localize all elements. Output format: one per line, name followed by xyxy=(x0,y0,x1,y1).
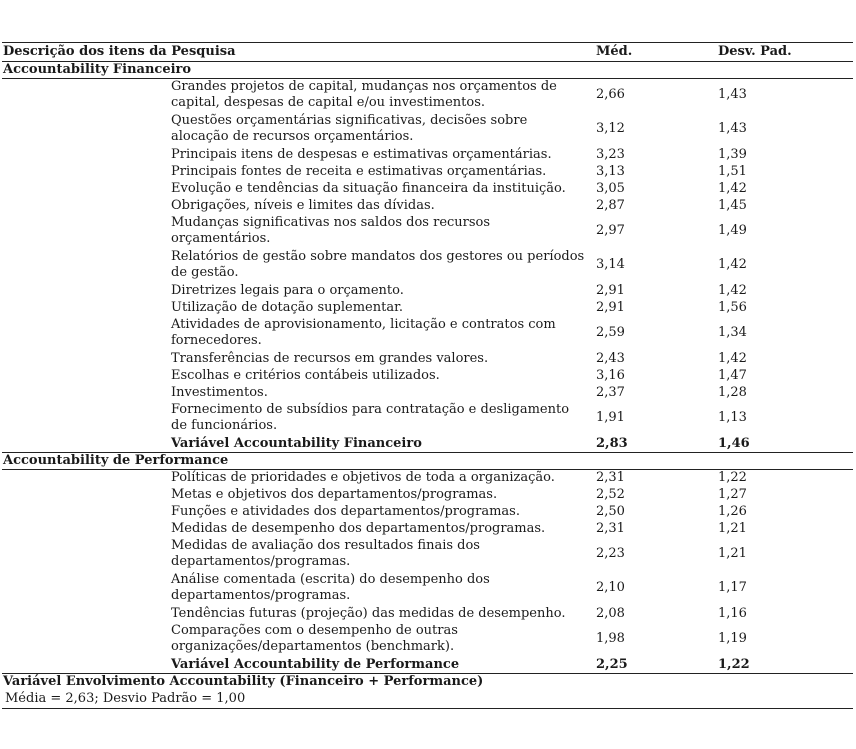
row-desc: Questões orçamentárias significativas, decisões sobre xyxy=(171,113,528,128)
row-mean: 2,31 xyxy=(596,470,625,485)
row-sd: 1,28 xyxy=(718,385,747,400)
row-desc-cont: orçamentários. xyxy=(171,231,271,246)
row-mean: 2,97 xyxy=(596,223,625,238)
row-sd: 1,45 xyxy=(718,198,747,213)
row-sd: 1,22 xyxy=(718,470,747,485)
row-desc: Comparações com o desempenho de outras xyxy=(171,623,458,638)
row-sd: 1,17 xyxy=(718,580,747,595)
row-desc: Investimentos. xyxy=(171,385,268,400)
top-rule xyxy=(2,42,853,43)
row-sd: 1,34 xyxy=(718,325,747,340)
section-financeiro-total-label: Variável Accountability Financeiro xyxy=(171,436,422,451)
row-desc-cont: de gestão. xyxy=(171,265,239,280)
row-desc: Principais itens de despesas e estimativas orçamentárias. xyxy=(171,147,552,162)
row-mean: 2,59 xyxy=(596,325,625,340)
section-performance-total-label: Variável Accountability de Performance xyxy=(171,657,460,672)
row-mean: 3,13 xyxy=(596,164,625,179)
section-financeiro-title: Accountability Financeiro xyxy=(3,62,192,77)
row-mean: 2,52 xyxy=(596,487,625,502)
row-mean: 2,37 xyxy=(596,385,625,400)
row-mean: 2,66 xyxy=(596,87,625,102)
section-performance-total-sd: 1,22 xyxy=(718,657,750,672)
section-financeiro-total-mean: 2,83 xyxy=(596,436,628,451)
row-sd: 1,42 xyxy=(718,351,747,366)
row-mean: 3,14 xyxy=(596,257,625,272)
row-sd: 1,21 xyxy=(718,521,747,536)
row-mean: 3,23 xyxy=(596,147,625,162)
row-desc-cont: fornecedores. xyxy=(171,333,262,348)
row-sd: 1,42 xyxy=(718,257,747,272)
row-desc: Principais fontes de receita e estimativas orçamentárias. xyxy=(171,164,547,179)
row-desc: Metas e objetivos dos departamentos/programas. xyxy=(171,487,498,502)
row-desc: Transferências de recursos em grandes valores. xyxy=(171,351,489,366)
row-desc-cont: organizações/departamentos (benchmark). xyxy=(171,639,455,654)
row-sd: 1,21 xyxy=(718,546,747,561)
row-mean: 3,12 xyxy=(596,121,625,136)
row-sd: 1,42 xyxy=(718,283,747,298)
row-desc: Fornecimento de subsídios para contratação e desligamento xyxy=(171,402,570,417)
row-sd: 1,27 xyxy=(718,487,747,502)
row-desc: Relatórios de gestão sobre mandatos dos gestores ou períodos xyxy=(171,249,585,264)
section-financeiro-total-sd: 1,46 xyxy=(718,436,750,451)
row-desc-cont: capital, despesas de capital e/ou investimentos. xyxy=(171,95,486,110)
row-sd: 1,16 xyxy=(718,606,747,621)
row-mean: 3,16 xyxy=(596,368,625,383)
row-mean: 2,23 xyxy=(596,546,625,561)
header-sd: Desv. Pad. xyxy=(718,44,792,59)
row-desc: Tendências futuras (projeção) das medidas de desempenho. xyxy=(171,606,566,621)
row-sd: 1,43 xyxy=(718,121,747,136)
row-desc: Políticas de prioridades e objetivos de toda a organização. xyxy=(171,470,555,485)
row-desc: Grandes projetos de capital, mudanças nos orçamentos de xyxy=(171,79,557,94)
row-sd: 1,13 xyxy=(718,410,747,425)
row-sd: 1,47 xyxy=(718,368,747,383)
row-sd: 1,49 xyxy=(718,223,747,238)
row-mean: 3,05 xyxy=(596,181,625,196)
header-med: Méd. xyxy=(596,44,633,59)
row-sd: 1,26 xyxy=(718,504,747,519)
footer-title: Variável Envolvimento Accountability (Financeiro + Performance) xyxy=(3,674,484,689)
row-desc: Análise comentada (escrita) do desempenho dos xyxy=(171,572,490,587)
row-sd: 1,42 xyxy=(718,181,747,196)
row-desc: Mudanças significativas nos saldos dos recursos xyxy=(171,215,491,230)
row-desc-cont: de funcionários. xyxy=(171,418,278,433)
bottom-rule xyxy=(2,708,853,709)
row-sd: 1,43 xyxy=(718,87,747,102)
row-mean: 2,87 xyxy=(596,198,625,213)
row-sd: 1,56 xyxy=(718,300,747,315)
row-desc: Escolhas e critérios contábeis utilizados. xyxy=(171,368,440,383)
row-sd: 1,39 xyxy=(718,147,747,162)
row-desc-cont: departamentos/programas. xyxy=(171,554,351,569)
row-desc: Medidas de desempenho dos departamentos/programas. xyxy=(171,521,546,536)
row-sd: 1,19 xyxy=(718,631,747,646)
row-mean: 2,31 xyxy=(596,521,625,536)
header-row xyxy=(2,44,853,61)
row-mean: 2,91 xyxy=(596,300,625,315)
section-performance-total-mean: 2,25 xyxy=(596,657,628,672)
row-mean: 1,91 xyxy=(596,410,625,425)
header-desc: Descrição dos itens da Pesquisa xyxy=(3,44,236,59)
footer-stats: Média = 2,63; Desvio Padrão = 1,00 xyxy=(5,691,246,706)
row-desc: Obrigações, níveis e limites das dívidas. xyxy=(171,198,435,213)
row-mean: 2,08 xyxy=(596,606,625,621)
row-mean: 2,50 xyxy=(596,504,625,519)
row-mean: 1,98 xyxy=(596,631,625,646)
row-desc: Utilização de dotação suplementar. xyxy=(171,300,404,315)
row-desc: Medidas de avaliação dos resultados finais dos xyxy=(171,538,480,553)
row-desc: Atividades de aprovisionamento, licitação e contratos com xyxy=(171,317,556,332)
row-desc: Diretrizes legais para o orçamento. xyxy=(171,283,404,298)
row-sd: 1,51 xyxy=(718,164,747,179)
row-mean: 2,10 xyxy=(596,580,625,595)
row-mean: 2,91 xyxy=(596,283,625,298)
section-performance-title: Accountability de Performance xyxy=(3,453,229,468)
row-desc: Funções e atividades dos departamentos/programas. xyxy=(171,504,520,519)
row-desc-cont: departamentos/programas. xyxy=(171,588,351,603)
row-desc-cont: alocação de recursos orçamentários. xyxy=(171,129,414,144)
row-mean: 2,43 xyxy=(596,351,625,366)
row-desc: Evolução e tendências da situação financeira da instituição. xyxy=(171,181,566,196)
